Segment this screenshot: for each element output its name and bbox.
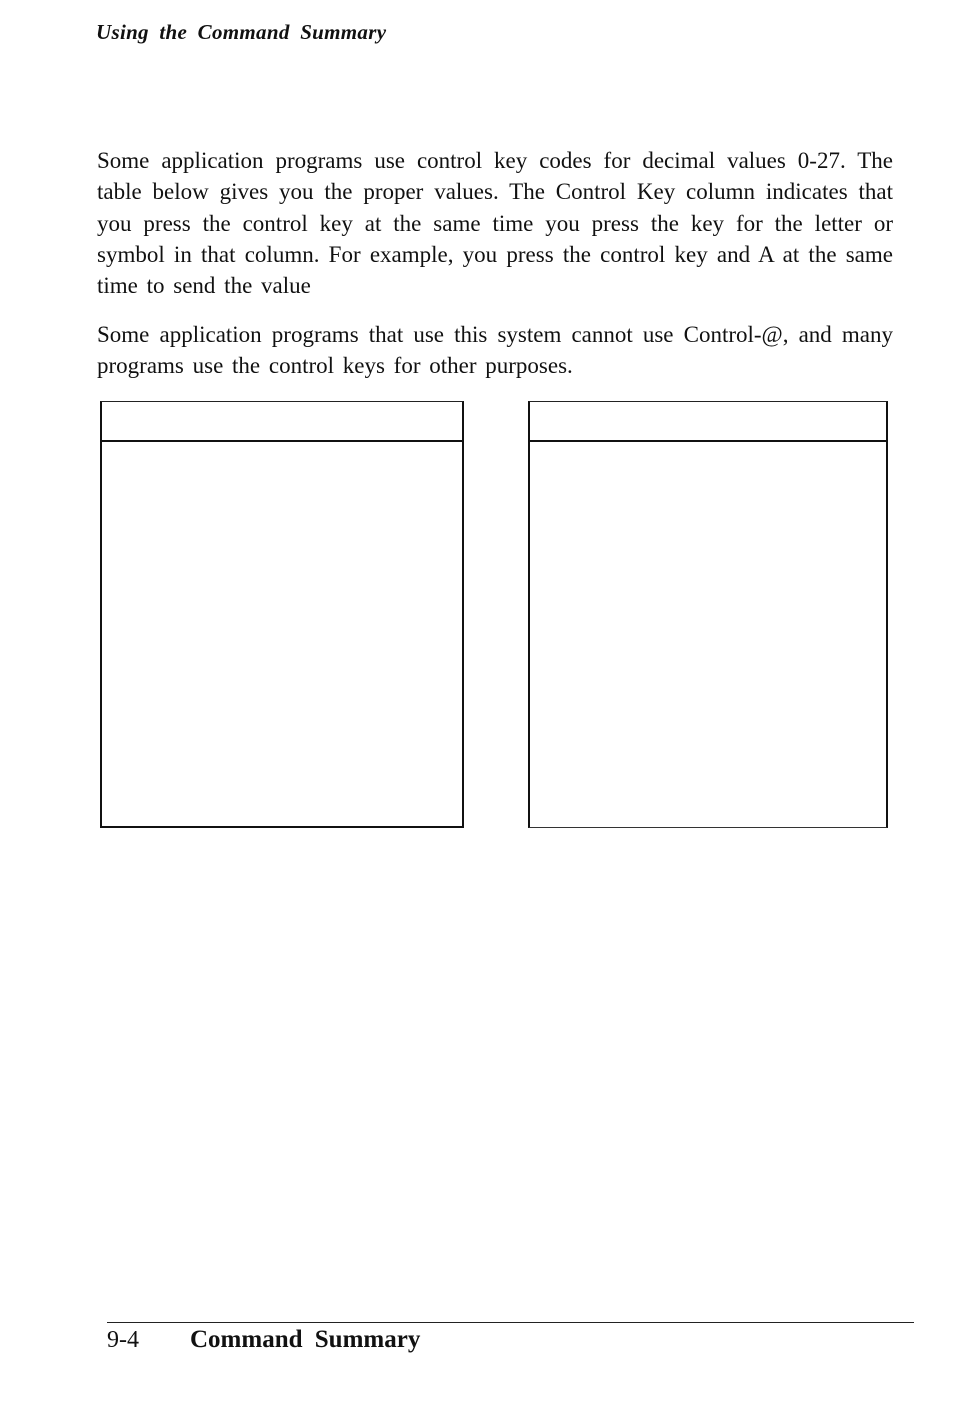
footer-section-title: Command Summary bbox=[190, 1326, 421, 1353]
table-header-row bbox=[102, 402, 462, 442]
running-header: Using the Command Summary bbox=[96, 20, 387, 44]
control-key-table-left bbox=[100, 401, 464, 828]
page-number: 9-4 bbox=[107, 1327, 139, 1353]
intro-paragraph: Some application programs use control key codes for decimal values 0-27. The table below gives you the proper values. The Control Key column indicates that you press the control key at the same time you press the key for the letter or symbol in that column. For example, you press the control key and A at the same time to send the value bbox=[97, 148, 893, 299]
table-header-row bbox=[530, 402, 886, 442]
footer-rule bbox=[107, 1322, 914, 1323]
note-paragraph: Some application programs that use this system cannot use Control-@, and many programs use the control keys for other purposes. bbox=[97, 322, 893, 379]
control-key-table-right bbox=[528, 401, 888, 828]
